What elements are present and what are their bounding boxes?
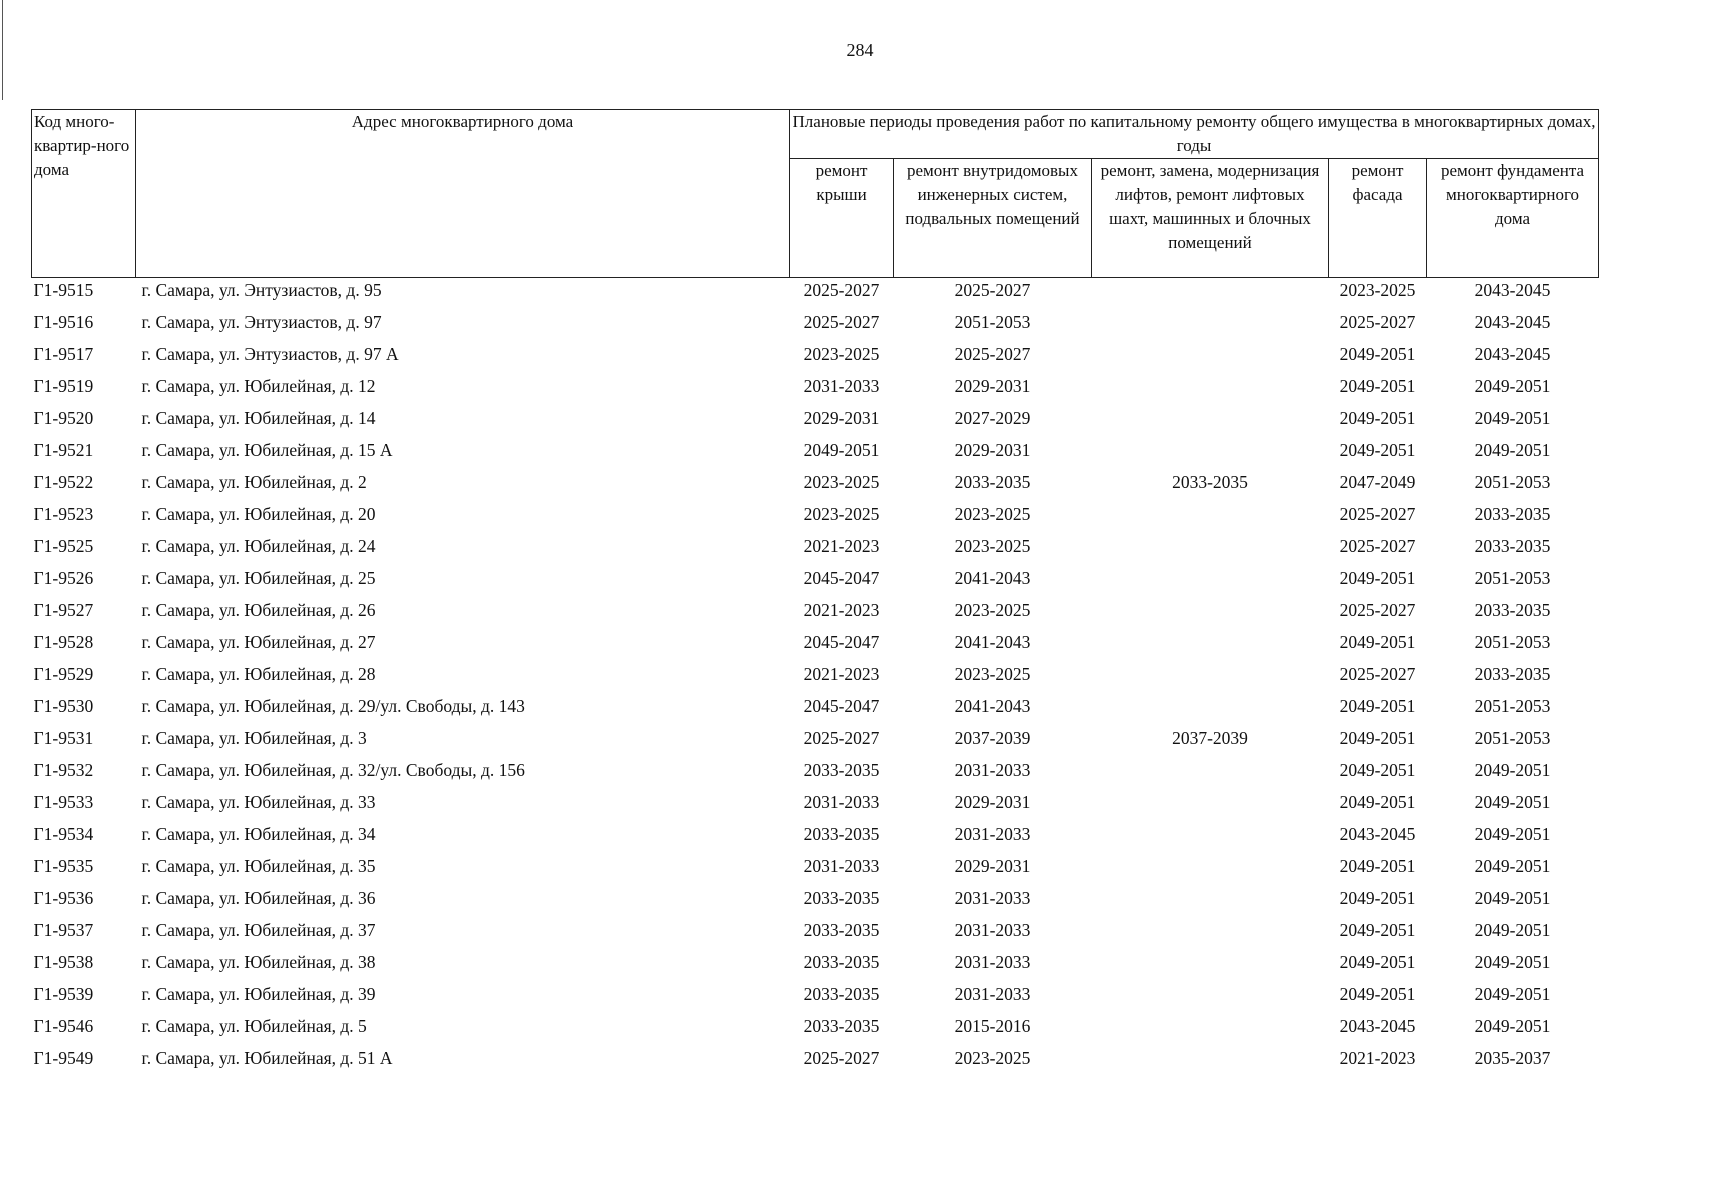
cell-engineering: 2037-2039 [954,728,1031,748]
cell-lifts [1092,854,1329,886]
table-row [32,918,1599,950]
cell-foundation: 2035-2037 [1474,1048,1551,1068]
cell-roof: 2033-2035 [803,920,880,940]
cell-foundation: 2049-2051 [1474,888,1551,908]
page-number: 284 [846,40,874,60]
cell-lifts [1092,886,1329,918]
cell-foundation: 2033-2035 [1474,600,1551,620]
cell-facade: 2023-2025 [1339,280,1416,300]
cell-facade: 2049-2051 [1339,728,1416,748]
cell-foundation: 2051-2053 [1474,472,1551,492]
cell-code: Г1-9536 [33,888,94,908]
cell-address: г. Самара, ул. Энтузиастов, д. 95 [141,280,382,300]
cell-foundation: 2051-2053 [1474,696,1551,716]
cell-roof: 2021-2023 [803,664,880,684]
cell-code: Г1-9523 [33,504,94,524]
cell-address: г. Самара, ул. Юбилейная, д. 5 [141,1016,367,1036]
cell-engineering: 2031-2033 [954,888,1031,908]
cell-engineering: 2023-2025 [954,536,1031,556]
cell-lifts [1092,342,1329,374]
cell-roof: 2031-2033 [803,792,880,812]
table-row [32,566,1599,598]
cell-lifts [1092,918,1329,950]
cell-foundation: 2049-2051 [1474,792,1551,812]
table-row [32,854,1599,886]
cell-lifts [1092,1014,1329,1046]
cell-facade: 2049-2051 [1339,952,1416,972]
cell-facade: 2049-2051 [1339,760,1416,780]
cell-code: Г1-9517 [33,344,94,364]
cell-roof: 2025-2027 [803,280,880,300]
cell-code: Г1-9537 [33,920,94,940]
cell-foundation: 2043-2045 [1474,312,1551,332]
header-address: Адрес многоквартирного дома [136,110,790,278]
cell-facade: 2049-2051 [1339,984,1416,1004]
cell-engineering: 2031-2033 [954,984,1031,1004]
cell-lifts [1092,630,1329,662]
cell-address: г. Самара, ул. Юбилейная, д. 36 [141,888,376,908]
cell-address: г. Самара, ул. Энтузиастов, д. 97 [141,312,382,332]
cell-foundation: 2033-2035 [1474,536,1551,556]
table-row [32,534,1599,566]
cell-lifts: 2033-2035 [1172,472,1248,492]
cell-code: Г1-9522 [33,472,94,492]
cell-address: г. Самара, ул. Юбилейная, д. 25 [141,568,376,588]
cell-foundation: 2033-2035 [1474,504,1551,524]
cell-lifts [1092,566,1329,598]
cell-facade: 2025-2027 [1339,536,1416,556]
table-row [32,406,1599,438]
cell-address: г. Самара, ул. Энтузиастов, д. 97 А [141,344,399,364]
cell-address: г. Самара, ул. Юбилейная, д. 29/ул. Свободы, д. 143 [141,696,525,716]
cell-foundation: 2049-2051 [1474,760,1551,780]
cell-facade: 2049-2051 [1339,376,1416,396]
cell-engineering: 2023-2025 [954,664,1031,684]
cell-lifts [1092,534,1329,566]
cell-code: Г1-9527 [33,600,94,620]
cell-code: Г1-9533 [33,792,94,812]
cell-roof: 2021-2023 [803,536,880,556]
cell-foundation: 2049-2051 [1474,408,1551,428]
table-row [32,886,1599,918]
table-row [32,502,1599,534]
cell-address: г. Самара, ул. Юбилейная, д. 28 [141,664,376,684]
cell-facade: 2049-2051 [1339,888,1416,908]
cell-roof: 2045-2047 [803,568,880,588]
cell-engineering: 2025-2027 [954,280,1031,300]
cell-engineering: 2033-2035 [954,472,1031,492]
table-row [32,278,1599,311]
cell-facade: 2043-2045 [1339,824,1416,844]
cell-code: Г1-9538 [33,952,94,972]
header-periods-title: Плановые периоды проведения работ по капитальному ремонту общего имущества в многоквартирных домах, годы [790,110,1599,159]
cell-address: г. Самара, ул. Юбилейная, д. 33 [141,792,376,812]
table-row [32,950,1599,982]
cell-facade: 2025-2027 [1339,664,1416,684]
cell-code: Г1-9528 [33,632,94,652]
cell-foundation: 2049-2051 [1474,440,1551,460]
cell-engineering: 2023-2025 [954,600,1031,620]
table-row [32,342,1599,374]
table-row [32,662,1599,694]
cell-address: г. Самара, ул. Юбилейная, д. 34 [141,824,376,844]
table-row [32,310,1599,342]
cell-code: Г1-9526 [33,568,94,588]
table-body [32,278,1599,1079]
cell-facade: 2049-2051 [1339,856,1416,876]
table-row [32,1014,1599,1046]
cell-engineering: 2031-2033 [954,760,1031,780]
table-row [32,758,1599,790]
cell-facade: 2025-2027 [1339,312,1416,332]
cell-code: Г1-9516 [33,312,94,332]
cell-roof: 2033-2035 [803,760,880,780]
header-facade: ремонт фасада [1329,159,1427,278]
table-header [32,110,1599,278]
cell-foundation: 2049-2051 [1474,984,1551,1004]
cell-engineering: 2031-2033 [954,952,1031,972]
cell-code: Г1-9520 [33,408,94,428]
cell-facade: 2049-2051 [1339,696,1416,716]
cell-facade: 2021-2023 [1339,1048,1416,1068]
cell-engineering: 2015-2016 [954,1016,1031,1036]
cell-roof: 2025-2027 [803,1048,880,1068]
cell-facade: 2043-2045 [1339,1016,1416,1036]
cell-foundation: 2043-2045 [1474,344,1551,364]
cell-address: г. Самара, ул. Юбилейная, д. 32/ул. Свободы, д. 156 [141,760,525,780]
cell-lifts: 2037-2039 [1172,728,1248,748]
cell-engineering: 2029-2031 [954,440,1031,460]
cell-foundation: 2049-2051 [1474,824,1551,844]
table-row [32,694,1599,726]
table-row [32,630,1599,662]
cell-engineering: 2031-2033 [954,824,1031,844]
cell-code: Г1-9534 [33,824,94,844]
cell-lifts [1092,662,1329,694]
cell-foundation: 2043-2045 [1474,280,1551,300]
cell-foundation: 2049-2051 [1474,952,1551,972]
cell-facade: 2025-2027 [1339,504,1416,524]
cell-address: г. Самара, ул. Юбилейная, д. 24 [141,536,376,556]
cell-lifts [1092,502,1329,534]
cell-code: Г1-9546 [33,1016,94,1036]
table-row [32,374,1599,406]
cell-code: Г1-9521 [33,440,94,460]
cell-foundation: 2033-2035 [1474,664,1551,684]
table-row [32,726,1599,758]
cell-roof: 2033-2035 [803,1016,880,1036]
cell-address: г. Самара, ул. Юбилейная, д. 14 [141,408,376,428]
cell-address: г. Самара, ул. Юбилейная, д. 3 [141,728,367,748]
cell-address: г. Самара, ул. Юбилейная, д. 2 [141,472,367,492]
cell-roof: 2033-2035 [803,824,880,844]
cell-engineering: 2027-2029 [954,408,1031,428]
cell-facade: 2049-2051 [1339,440,1416,460]
cell-code: Г1-9525 [33,536,94,556]
header-code: Код много-квартир-ного дома [32,110,136,278]
cell-foundation: 2049-2051 [1474,856,1551,876]
cell-code: Г1-9531 [33,728,94,748]
cell-code: Г1-9530 [33,696,94,716]
table-row [32,982,1599,1014]
cell-lifts [1092,758,1329,790]
cell-lifts [1092,790,1329,822]
cell-code: Г1-9519 [33,376,94,396]
cell-roof: 2045-2047 [803,696,880,716]
cell-lifts [1092,950,1329,982]
header-lifts: ремонт, замена, модернизация лифтов, ремонт лифтовых шахт, машинных и блочных помещений [1092,159,1329,278]
cell-engineering: 2051-2053 [954,312,1031,332]
cell-roof: 2045-2047 [803,632,880,652]
cell-address: г. Самара, ул. Юбилейная, д. 39 [141,984,376,1004]
cell-lifts [1092,1046,1329,1078]
cell-roof: 2029-2031 [803,408,880,428]
cell-roof: 2025-2027 [803,312,880,332]
cell-engineering: 2029-2031 [954,792,1031,812]
cell-address: г. Самара, ул. Юбилейная, д. 38 [141,952,376,972]
cell-foundation: 2049-2051 [1474,920,1551,940]
cell-facade: 2049-2051 [1339,344,1416,364]
table-row [32,438,1599,470]
cell-lifts [1092,694,1329,726]
cell-facade: 2049-2051 [1339,920,1416,940]
cell-roof: 2021-2023 [803,600,880,620]
cell-address: г. Самара, ул. Юбилейная, д. 15 А [141,440,393,460]
cell-roof: 2033-2035 [803,888,880,908]
cell-facade: 2049-2051 [1339,568,1416,588]
cell-code: Г1-9515 [33,280,94,300]
header-engineering: ремонт внутридомовых инженерных систем, подвальных помещений [894,159,1092,278]
cell-roof: 2031-2033 [803,376,880,396]
cell-engineering: 2025-2027 [954,344,1031,364]
cell-roof: 2033-2035 [803,952,880,972]
cell-code: Г1-9529 [33,664,94,684]
table-row [32,790,1599,822]
cell-lifts [1092,310,1329,342]
cell-lifts [1092,982,1329,1014]
cell-engineering: 2041-2043 [954,632,1031,652]
cell-address: г. Самара, ул. Юбилейная, д. 20 [141,504,376,524]
cell-code: Г1-9549 [33,1048,94,1068]
cell-roof: 2031-2033 [803,856,880,876]
cell-lifts [1092,374,1329,406]
cell-facade: 2049-2051 [1339,408,1416,428]
cell-roof: 2023-2025 [803,472,880,492]
table-row [32,598,1599,630]
cell-foundation: 2049-2051 [1474,376,1551,396]
cell-lifts [1092,406,1329,438]
cell-engineering: 2041-2043 [954,696,1031,716]
cell-engineering: 2023-2025 [954,1048,1031,1068]
cell-code: Г1-9535 [33,856,94,876]
cell-address: г. Самара, ул. Юбилейная, д. 37 [141,920,376,940]
cell-roof: 2023-2025 [803,344,880,364]
cell-code: Г1-9532 [33,760,94,780]
cell-lifts [1092,598,1329,630]
cell-foundation: 2051-2053 [1474,632,1551,652]
cell-facade: 2025-2027 [1339,600,1416,620]
table-row [32,1046,1599,1078]
cell-lifts [1092,278,1329,311]
table-row [32,470,1599,502]
cell-facade: 2049-2051 [1339,792,1416,812]
cell-foundation: 2051-2053 [1474,568,1551,588]
cell-engineering: 2031-2033 [954,920,1031,940]
cell-address: г. Самара, ул. Юбилейная, д. 35 [141,856,376,876]
header-foundation: ремонт фундамента многоквартирного дома [1427,159,1599,278]
cell-code: Г1-9539 [33,984,94,1004]
capital-repair-table [31,109,1599,1078]
cell-address: г. Самара, ул. Юбилейная, д. 12 [141,376,376,396]
cell-roof: 2025-2027 [803,728,880,748]
cell-address: г. Самара, ул. Юбилейная, д. 51 А [141,1048,393,1068]
cell-lifts [1092,822,1329,854]
cell-facade: 2049-2051 [1339,632,1416,652]
cell-foundation: 2049-2051 [1474,1016,1551,1036]
cell-address: г. Самара, ул. Юбилейная, д. 27 [141,632,376,652]
cell-engineering: 2023-2025 [954,504,1031,524]
cell-lifts [1092,438,1329,470]
cell-engineering: 2041-2043 [954,568,1031,588]
cell-roof: 2049-2051 [803,440,880,460]
cell-roof: 2033-2035 [803,984,880,1004]
cell-address: г. Самара, ул. Юбилейная, д. 26 [141,600,376,620]
cell-engineering: 2029-2031 [954,856,1031,876]
cell-foundation: 2051-2053 [1474,728,1551,748]
table-row [32,822,1599,854]
cell-engineering: 2029-2031 [954,376,1031,396]
header-roof: ремонт крыши [790,159,894,278]
cell-roof: 2023-2025 [803,504,880,524]
cell-facade: 2047-2049 [1339,472,1416,492]
